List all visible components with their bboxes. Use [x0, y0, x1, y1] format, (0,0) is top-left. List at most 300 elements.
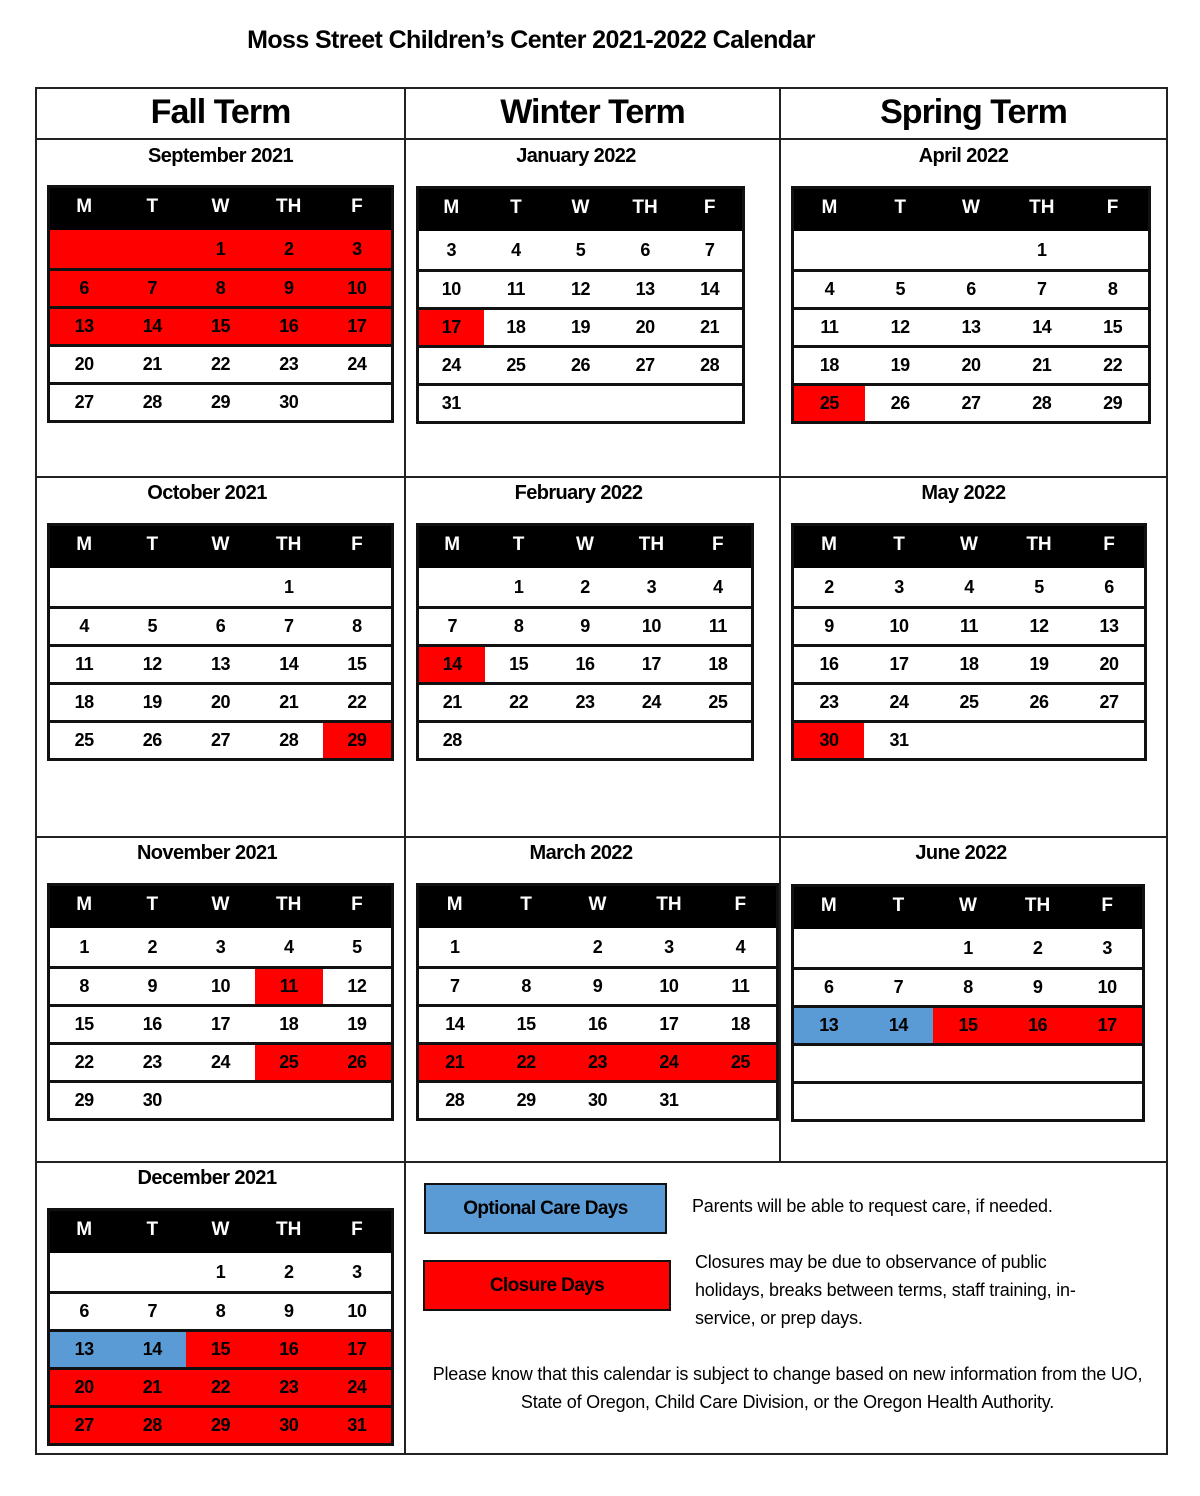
day-cell: 9: [1032, 977, 1043, 997]
calendar-october-2021: [47, 523, 394, 761]
week-row: [794, 967, 1142, 1005]
day-cell: 3: [446, 239, 457, 260]
day-cell: 28: [445, 1090, 465, 1110]
week-row: [419, 928, 776, 966]
day-cell: 10: [659, 976, 679, 996]
day-cell-closure: 11: [255, 969, 323, 1004]
week-row: [50, 682, 391, 720]
day-cell: 6: [966, 279, 976, 299]
day-cell: 20: [210, 692, 231, 712]
day-cell: 18: [959, 654, 979, 674]
day-cell: 29: [74, 1090, 94, 1110]
month-title-april: April 2022: [918, 145, 1009, 167]
calendar-january-2022: [416, 186, 745, 424]
day-cell: 18: [819, 355, 839, 375]
day-cell: 12: [1029, 616, 1049, 636]
day-cell-closure: 15: [186, 309, 254, 344]
weekday-header: [794, 189, 1148, 231]
day-cell-closure: 25: [794, 386, 865, 421]
weekday-label: T: [894, 197, 906, 218]
weekday-label: TH: [1026, 534, 1052, 555]
day-cell: 29: [210, 392, 231, 412]
day-cell: 25: [506, 355, 526, 375]
weekday-label: TH: [276, 1219, 302, 1240]
day-cell: 10: [1097, 977, 1117, 997]
day-cell: 15: [509, 654, 529, 674]
day-cell: 4: [79, 616, 89, 636]
month-title-february: February 2022: [514, 482, 643, 504]
week-row: [794, 1043, 1142, 1081]
day-cell-closure: 16: [255, 309, 323, 344]
day-cell: [677, 386, 742, 421]
week-row: [419, 1042, 776, 1080]
day-cell: 13: [961, 317, 981, 337]
day-cell: 3: [664, 936, 674, 957]
day-cell: 21: [442, 692, 462, 712]
weekday-label: TH: [276, 196, 302, 217]
weekday-label: T: [893, 534, 905, 555]
day-cell: 9: [147, 976, 158, 996]
day-cell: 11: [708, 616, 727, 636]
day-cell: [419, 568, 485, 606]
day-cell: 6: [1104, 576, 1114, 597]
day-cell-closure: 22: [490, 1045, 561, 1080]
day-cell-closure: 7: [118, 271, 186, 306]
day-cell: 11: [506, 279, 525, 299]
day-cell: 24: [210, 1052, 231, 1072]
legend-optional-care-description: Parents will be able to request care, if needed.: [692, 1196, 1053, 1216]
month-title-june: June 2022: [915, 842, 1007, 864]
day-cell: 19: [1029, 654, 1049, 674]
day-cell: 10: [889, 616, 909, 636]
day-cell: [484, 386, 549, 421]
day-cell-closure: 30: [255, 1408, 323, 1443]
day-cell-closure: 23: [562, 1045, 633, 1080]
day-cell: 15: [74, 1014, 94, 1034]
day-cell: 28: [142, 392, 162, 412]
weekday-label: TH: [276, 534, 302, 555]
day-cell: 23: [575, 692, 595, 712]
day-cell: 9: [580, 616, 590, 636]
calendar-june-2022: [791, 884, 1145, 1122]
day-cell-closure: 10: [323, 271, 391, 306]
day-cell: 19: [347, 1014, 367, 1034]
weekday-label: F: [351, 534, 363, 555]
day-cell: [794, 929, 864, 967]
day-cell: 6: [640, 239, 650, 260]
day-cell: 13: [635, 279, 655, 299]
day-cell: 26: [1029, 692, 1049, 712]
day-cell: 5: [352, 936, 362, 957]
weekday-label: TH: [632, 197, 658, 218]
day-cell: [618, 723, 684, 758]
week-row: [50, 230, 391, 268]
day-cell-optional: 13: [794, 1008, 864, 1043]
day-cell-closure: 15: [186, 1332, 254, 1367]
legend-optional-care-label: Optional Care Days: [463, 1197, 628, 1219]
calendar-december-2021: [47, 1208, 394, 1446]
day-cell: 17: [641, 654, 661, 674]
week-row: [794, 606, 1144, 644]
week-row: [419, 644, 751, 682]
day-cell: 16: [142, 1014, 162, 1034]
day-cell: [933, 1046, 1003, 1081]
day-cell: 1: [79, 936, 89, 957]
day-cell: [548, 386, 613, 421]
day-cell: [255, 1083, 323, 1118]
day-cell: 10: [441, 279, 461, 299]
term-header-winter: Winter Term: [406, 87, 779, 140]
day-cell-closure: 8: [186, 271, 254, 306]
weekday-label: T: [892, 895, 905, 916]
day-cell: [864, 929, 934, 967]
day-cell: 20: [961, 355, 981, 375]
day-cell: 16: [588, 1014, 608, 1034]
day-cell: [186, 1083, 254, 1118]
day-cell: 28: [1032, 393, 1052, 413]
day-cell-closure: 3: [323, 230, 391, 268]
week-row: [419, 307, 742, 345]
day-cell-optional: 14: [864, 1008, 934, 1043]
week-row: [419, 568, 751, 606]
weekday-label: F: [712, 534, 724, 555]
week-row: [50, 1042, 391, 1080]
day-cell: 24: [641, 692, 661, 712]
week-row: [50, 1253, 391, 1291]
day-cell: [485, 723, 551, 758]
week-row: [50, 268, 391, 306]
day-cell: 7: [893, 977, 904, 997]
day-cell: 16: [819, 654, 839, 674]
day-cell: 27: [210, 730, 231, 750]
day-cell: 6: [824, 977, 834, 997]
legend-closure-label: Closure Days: [489, 1274, 605, 1296]
day-cell: 12: [142, 654, 162, 674]
weekday-label: W: [576, 534, 594, 555]
weekday-label: W: [211, 894, 230, 915]
week-row: [50, 1080, 391, 1118]
day-cell: 30: [142, 1090, 162, 1110]
day-cell: 23: [279, 354, 299, 374]
day-cell: 3: [352, 1261, 362, 1282]
weekday-header: [50, 526, 391, 568]
day-cell: 27: [74, 392, 94, 412]
day-cell: 1: [513, 576, 524, 597]
day-cell: [1072, 1046, 1142, 1081]
day-cell: 30: [279, 392, 299, 412]
day-cell: 10: [347, 1301, 367, 1321]
weekday-label: M: [76, 894, 93, 915]
day-cell: 7: [283, 616, 294, 636]
weekday-header: [794, 887, 1142, 929]
day-cell: 7: [447, 616, 457, 636]
day-cell: 4: [824, 279, 835, 299]
day-cell: 3: [894, 576, 904, 597]
day-cell: [1077, 231, 1148, 269]
day-cell: 22: [74, 1052, 94, 1072]
day-cell: 2: [283, 1261, 294, 1282]
week-row: [419, 269, 742, 307]
day-cell-closure: 29: [323, 723, 391, 758]
day-cell-closure: 28: [118, 1408, 186, 1443]
weekday-header: [419, 189, 742, 231]
weekday-header: [50, 188, 391, 230]
weekday-label: W: [211, 534, 230, 555]
day-cell: 8: [1107, 279, 1118, 299]
day-cell-closure: 21: [118, 1370, 186, 1405]
day-cell-closure: 9: [255, 271, 323, 306]
day-cell: 10: [641, 616, 661, 636]
month-title-march: March 2022: [529, 842, 633, 864]
day-cell: 17: [889, 654, 909, 674]
legend-closure-description: Closures may be due to observance of public holidays, breaks between terms, staff training, in-service, or prep days.: [695, 1252, 1076, 1328]
weekday-label: F: [351, 894, 363, 915]
day-cell: 19: [142, 692, 162, 712]
day-cell: 8: [215, 1301, 226, 1321]
month-title-may: May 2022: [921, 482, 1006, 504]
day-cell: 19: [890, 355, 910, 375]
weekday-label: F: [703, 197, 716, 218]
day-cell: 22: [347, 692, 367, 712]
calendar-november-2021: [47, 883, 394, 1121]
day-cell: [1072, 1084, 1142, 1119]
day-cell: 26: [142, 730, 162, 750]
week-row: [50, 568, 391, 606]
day-cell: 5: [895, 279, 905, 299]
day-cell: 12: [347, 976, 367, 996]
day-cell: 15: [1103, 317, 1123, 337]
week-row: [50, 344, 391, 382]
month-title-september: September 2021: [147, 145, 294, 167]
weekday-label: T: [520, 894, 532, 915]
day-cell-closure: 13: [50, 309, 118, 344]
day-cell: 29: [1103, 393, 1123, 413]
day-cell: 7: [147, 1301, 158, 1321]
day-cell-closure: 27: [50, 1408, 118, 1443]
weekday-label: TH: [638, 534, 665, 555]
day-cell: 2: [147, 936, 158, 957]
day-cell: 24: [347, 354, 367, 374]
weekday-label: W: [211, 196, 230, 217]
day-cell: 18: [708, 654, 728, 674]
day-cell: 9: [592, 976, 603, 996]
day-cell: 22: [210, 354, 231, 374]
day-cell: 27: [1099, 692, 1119, 712]
day-cell: 26: [890, 393, 910, 413]
calendar-may-2022: [791, 523, 1147, 761]
day-cell: 29: [516, 1090, 536, 1110]
day-cell-closure: 24: [633, 1045, 704, 1080]
day-cell: 24: [441, 355, 461, 375]
weekday-label: F: [1103, 534, 1115, 555]
day-cell: 9: [283, 1301, 294, 1321]
day-cell: 31: [659, 1090, 679, 1110]
day-cell: 28: [700, 355, 720, 375]
day-cell-closure: 14: [419, 647, 485, 682]
day-cell: 6: [215, 616, 226, 636]
day-cell: 11: [959, 616, 979, 636]
day-cell: [323, 385, 391, 420]
week-row: [50, 1329, 391, 1367]
week-row: [794, 1005, 1142, 1043]
day-cell-closure: 25: [255, 1045, 323, 1080]
weekday-label: M: [443, 197, 460, 218]
calendar-april-2022: [791, 186, 1151, 424]
day-cell: 1: [449, 936, 460, 957]
day-cell: 3: [1102, 937, 1112, 958]
day-cell-closure: 1: [186, 230, 254, 268]
day-cell: 28: [442, 730, 462, 750]
day-cell: 5: [1034, 576, 1044, 597]
day-cell: [118, 1253, 186, 1291]
day-cell: 7: [704, 239, 715, 260]
week-row: [50, 1004, 391, 1042]
day-cell: 18: [730, 1014, 750, 1034]
week-row: [419, 682, 751, 720]
week-row: [794, 269, 1148, 307]
week-row: [794, 231, 1148, 269]
week-row: [50, 1291, 391, 1329]
day-cell-closure: 30: [794, 723, 864, 758]
weekday-label: W: [959, 895, 977, 916]
day-cell: 4: [713, 576, 723, 597]
week-row: [794, 929, 1142, 967]
weekday-label: F: [351, 1219, 363, 1240]
column-divider: [779, 87, 781, 1162]
week-row: [50, 644, 391, 682]
term-header-spring: Spring Term: [781, 87, 1166, 140]
day-cell: 22: [509, 692, 529, 712]
weekday-label: T: [146, 894, 159, 915]
weekday-label: TH: [1024, 895, 1051, 916]
week-row: [50, 306, 391, 344]
day-cell: [1004, 723, 1074, 758]
day-cell: [705, 1083, 776, 1118]
day-cell: 17: [210, 1014, 231, 1034]
weekday-label: F: [351, 196, 363, 217]
day-cell: 12: [570, 279, 590, 299]
day-cell: 30: [588, 1090, 608, 1110]
week-row: [50, 1367, 391, 1405]
day-cell-closure: 17: [419, 310, 484, 345]
day-cell-closure: 25: [705, 1045, 776, 1080]
weekday-label: M: [820, 895, 837, 916]
weekday-header: [419, 886, 776, 928]
day-cell: 4: [964, 576, 974, 597]
week-row: [794, 682, 1144, 720]
weekday-label: TH: [656, 894, 682, 915]
day-cell: 9: [824, 616, 834, 636]
day-cell: 20: [74, 354, 94, 374]
day-cell: 4: [511, 239, 521, 260]
day-cell: 21: [279, 692, 299, 712]
day-cell: 6: [79, 1301, 89, 1321]
day-cell: 13: [210, 654, 231, 674]
day-cell: [323, 1083, 391, 1118]
day-cell: 27: [635, 355, 655, 375]
day-cell: [864, 1046, 934, 1081]
day-cell: [936, 231, 1007, 269]
day-cell: 8: [521, 976, 531, 996]
week-row: [794, 383, 1148, 421]
weekday-label: W: [571, 197, 590, 218]
week-row: [50, 928, 391, 966]
day-cell: 8: [963, 977, 973, 997]
day-cell: 18: [74, 692, 94, 712]
weekday-label: W: [588, 894, 607, 915]
day-cell: 15: [347, 654, 367, 674]
day-cell: 26: [570, 355, 590, 375]
day-cell: 11: [731, 976, 750, 996]
day-cell: 14: [279, 654, 299, 674]
day-cell: 2: [1032, 937, 1043, 958]
day-cell: 8: [513, 616, 524, 636]
day-cell: [864, 1084, 934, 1119]
day-cell-closure: 17: [1072, 1008, 1142, 1043]
weekday-label: TH: [1029, 197, 1055, 218]
week-row: [419, 606, 751, 644]
day-cell-closure: 17: [323, 1332, 391, 1367]
day-cell-closure: 31: [323, 1408, 391, 1443]
day-cell: 25: [708, 692, 728, 712]
day-cell: 21: [1032, 355, 1052, 375]
day-cell: 16: [575, 654, 595, 674]
disclaimer-text: Please know that this calendar is subject to change based on new information from the UO, State of Oregon, Child Care Division, or the Oregon Health Authority.: [432, 1364, 1143, 1412]
day-cell: [1074, 723, 1144, 758]
day-cell: [118, 568, 186, 606]
weekday-label: M: [76, 534, 93, 555]
day-cell: [1003, 1046, 1073, 1081]
week-row: [50, 966, 391, 1004]
day-cell-closure: 23: [255, 1370, 323, 1405]
day-cell: 20: [635, 317, 655, 337]
row-divider: [35, 476, 1168, 478]
day-cell: 7: [1037, 279, 1047, 299]
day-cell: 7: [449, 976, 460, 996]
day-cell: [794, 231, 865, 269]
day-cell: 24: [889, 692, 909, 712]
day-cell-closure: 16: [255, 1332, 323, 1367]
calendar-february-2022: [416, 523, 754, 761]
day-cell-optional: 13: [50, 1332, 118, 1367]
day-cell: 19: [570, 317, 590, 337]
week-row: [419, 383, 742, 421]
day-cell: 3: [646, 576, 657, 597]
day-cell: 2: [592, 936, 603, 957]
day-cell: [865, 231, 936, 269]
day-cell: [933, 1084, 1003, 1119]
term-header-fall: Fall Term: [37, 87, 404, 140]
day-cell: 2: [824, 576, 834, 597]
day-cell: [1003, 1084, 1073, 1119]
day-cell: [186, 568, 254, 606]
week-row: [419, 231, 742, 269]
day-cell: 14: [1032, 317, 1052, 337]
month-title-january: January 2022: [516, 145, 636, 167]
day-cell: 15: [516, 1014, 536, 1034]
weekday-label: M: [444, 534, 461, 555]
weekday-label: W: [960, 534, 978, 555]
day-cell: 22: [1103, 355, 1123, 375]
month-title-november: November 2021: [136, 842, 278, 864]
weekday-label: T: [146, 1219, 159, 1240]
day-cell: 1: [1037, 239, 1047, 260]
day-cell: 17: [659, 1014, 679, 1034]
day-cell-closure: 24: [323, 1370, 391, 1405]
week-row: [794, 720, 1144, 758]
legend-optional-care-swatch: [424, 1183, 667, 1234]
weekday-label: T: [146, 534, 159, 555]
